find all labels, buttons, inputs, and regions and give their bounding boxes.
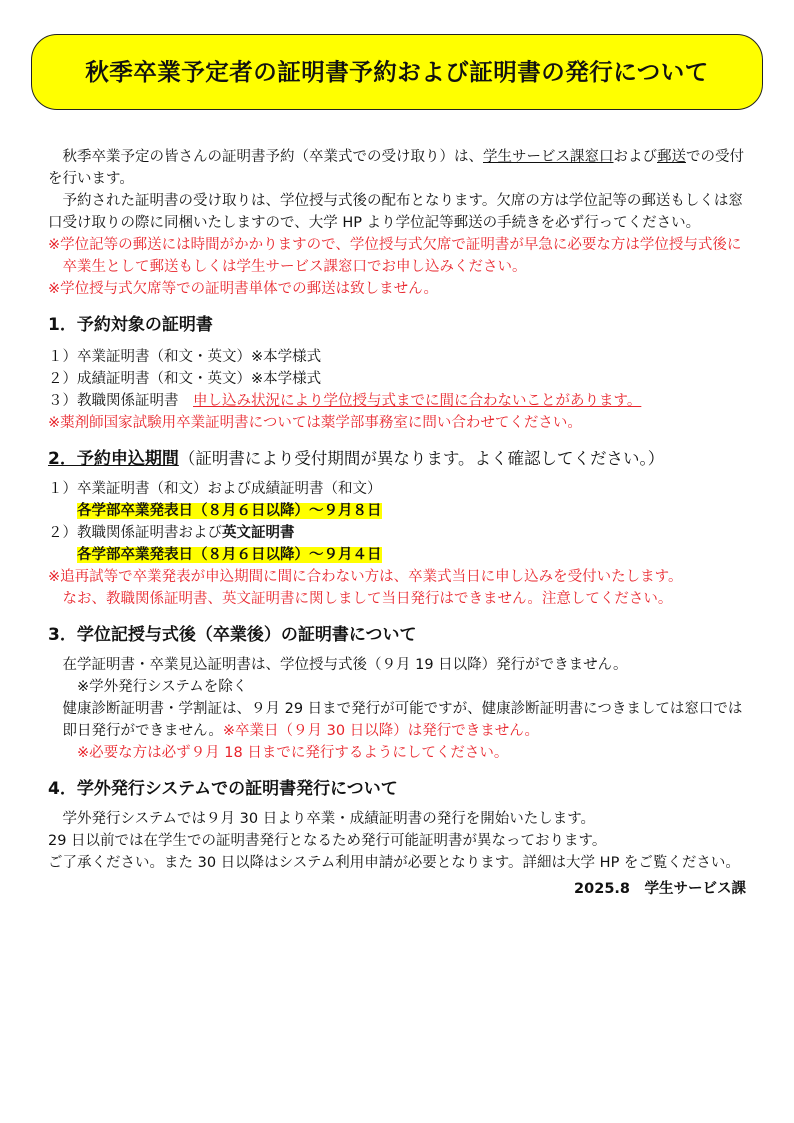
section-3-line-3-text: 健康診断証明書・学割証は、９月 29 日まで発行が可能ですが、健康診断証明書につきましては窓口では即日発行ができません。: [62, 701, 743, 739]
section-3-line-3: [63, 698, 755, 742]
section-3-heading: 3．学位記授与式後（卒業後）の証明書について: [48, 625, 417, 645]
section-4-line-1: 学外発行システムでは９月 30 日より卒業・成績証明書の発行を開始いたします。: [62, 811, 596, 827]
section-1: [48, 312, 754, 434]
section-4-heading: 4．学外発行システムでの証明書発行について: [48, 779, 398, 799]
section-3-line-2: ※学外発行システムを除く: [77, 679, 248, 695]
intro-text-mid: および: [613, 149, 657, 165]
section-2-heading-text: 2．予約申込期間: [48, 449, 179, 469]
section-3-line-4: ※必要な方は必ず９月 18 日までに発行するようにしてください。: [77, 745, 509, 761]
section-4-line-3: ご了承ください。また 30 日以降はシステム利用申請が必要となります。詳細は大学 HP をご覧ください。: [48, 855, 740, 871]
document-body: [48, 146, 754, 900]
section-1-item-3-label: ３）教職関係証明書: [48, 393, 193, 409]
intro-note-2: ※学位授与式欠席等での証明書単体での郵送は致しません。: [48, 281, 439, 297]
intro-paragraph-1: [48, 146, 754, 190]
section-2-item-2-bold: 英文証明書: [222, 525, 295, 541]
section-1-item-1: １）卒業証明書（和文・英文）※本学様式: [48, 349, 322, 365]
mail-service-text: 郵送: [657, 149, 686, 165]
section-2-note-2: なお、教職関係証明書、英文証明書に関しまして当日発行はできません。注意してください。: [62, 591, 673, 607]
section-3: [48, 622, 754, 764]
section-2-heading-sub: （証明書により受付期間が異なります。よく確認してください。）: [178, 449, 665, 468]
section-2-item-1: １）卒業証明書（和文）および成績証明書（和文）: [48, 481, 382, 497]
section-3-line-3-warning: ※卒業日（９月 30 日以降）は発行できません。: [222, 723, 540, 739]
intro-text-b: での受付を行います。: [48, 149, 744, 187]
title-banner: [31, 34, 763, 110]
section-4: [48, 776, 754, 874]
section-3-line-1: 在学証明書・卒業見込証明書は、学位授与式後（９月 19 日以降）発行ができません。: [62, 657, 628, 673]
section-2: [48, 446, 754, 610]
section-1-note: ※薬剤師国家試験用卒業証明書については薬学部事務室に問い合わせてください。: [48, 415, 582, 431]
section-2-item-2: [48, 522, 754, 544]
section-2-item-2-period-row: [48, 544, 754, 566]
intro-section: [48, 146, 754, 300]
section-2-item-2-period: 各学部卒業発表日（８月６日以降）～９月４日: [77, 547, 382, 563]
section-2-item-2-text: ２）教職関係証明書および: [48, 525, 222, 541]
section-2-item-1-period: 各学部卒業発表日（８月６日以降）～９月８日: [77, 503, 382, 519]
section-1-heading: 1．予約対象の証明書: [48, 315, 213, 335]
page-title: 秋季卒業予定者の証明書予約および証明書の発行について: [85, 58, 709, 86]
intro-text-a: 秋季卒業予定の皆さんの証明書予約（卒業式での受け取り）は、: [62, 149, 483, 165]
section-2-heading: [48, 446, 754, 472]
signature: 2025.8 学生サービス課: [574, 881, 746, 897]
counter-service-text: 学生サービス課窓口: [483, 149, 614, 165]
section-1-item-3-warning: 申し込み状況により学位授与式までに間に合わないことがあります。: [193, 393, 642, 409]
intro-paragraph-2: 予約された証明書の受け取りは、学位授与式後の配布となります。欠席の方は学位記等の郵送もしくは窓口受け取りの際に同梱いたしますので、大学 HP より学位記等郵送の手続きを必ず行ってください。: [48, 193, 743, 231]
section-2-note-1: ※追再試等で卒業発表が申込期間に間に合わない方は、卒業式当日に申し込みを受付いたします。: [48, 569, 683, 585]
section-2-item-1-period-row: [48, 500, 754, 522]
section-4-line-2: 29 日以前では在学生での証明書発行となるため発行可能証明書が異なっております。: [48, 833, 607, 849]
section-1-item-2: ２）成績証明書（和文・英文）※本学様式: [48, 371, 322, 387]
section-1-item-3: [48, 390, 754, 412]
intro-note-1: ※学位記等の郵送には時間がかかりますので、学位授与式欠席で証明書が早急に必要な方は学位授与式後に卒業生として郵送もしくは学生サービス課窓口でお申し込みください。: [48, 237, 742, 275]
